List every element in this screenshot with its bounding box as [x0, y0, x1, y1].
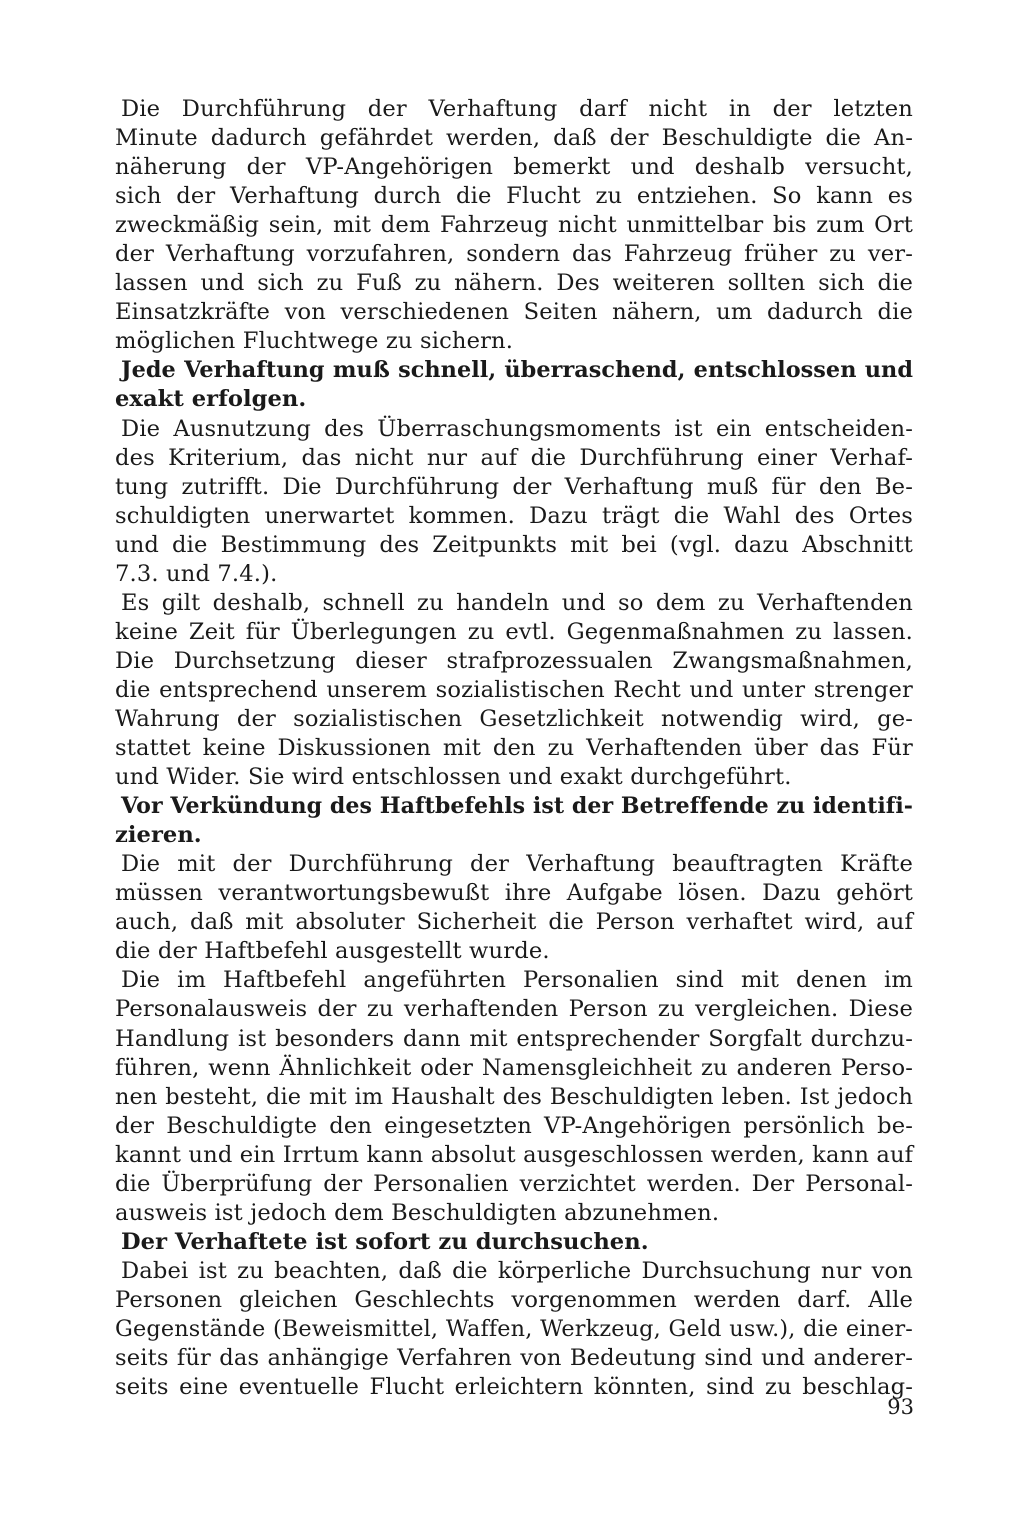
text-line: nen besteht, die mit im Haushalt des Beschuldigten leben. Ist jedoch [115, 1083, 913, 1110]
text-line: möglichen Fluchtwege zu sichern. [115, 328, 514, 355]
text-line: näherung der VP-Angehörigen bemerkt und deshalb versucht, [115, 154, 913, 181]
text-line: zweckmäßig sein, mit dem Fahrzeug nicht unmittelbar bis zum Ort [115, 212, 913, 239]
text-line: Wahrung der sozialistischen Gesetzlichkeit notwendig wird, ge- [115, 705, 913, 732]
bold-heading: zieren. [115, 822, 202, 849]
text-line: des Kriterium, das nicht nur auf die Durchführung einer Verhaf- [115, 444, 913, 471]
text-line: führen, wenn Ähnlichkeit oder Namensgleichheit zu anderen Perso- [115, 1054, 913, 1081]
text-line: Personen gleichen Geschlechts vorgenommen werden darf. Alle [115, 1286, 913, 1313]
text-line: und die Bestimmung des Zeitpunkts mit bei (vgl. dazu Abschnitt [115, 531, 913, 558]
page-number: 93 [887, 1395, 914, 1419]
text-line: ausweis ist jedoch dem Beschuldigten abzunehmen. [115, 1199, 720, 1226]
text-line: Handlung ist besonders dann mit entsprechender Sorgfalt durchzu- [115, 1025, 913, 1052]
text-line: und Wider. Sie wird entschlossen und exakt durchgeführt. [115, 764, 792, 791]
text-line: müssen verantwortungsbewußt ihre Aufgabe lösen. Dazu gehört [115, 880, 913, 907]
text-line: seits für das anhängige Verfahren von Bedeutung sind und anderer- [115, 1345, 913, 1372]
text-line: Die Ausnutzung des Überraschungsmoments ist ein entscheiden- [121, 415, 913, 442]
text-line: Personalausweis der zu verhaftenden Person zu vergleichen. Diese [115, 996, 913, 1023]
text-line: lassen und sich zu Fuß zu nähern. Des weiteren sollten sich die [115, 270, 913, 297]
text-line: tung zutrifft. Die Durchführung der Verhaftung muß für den Be- [115, 473, 913, 500]
text-line: der Beschuldigte den eingesetzten VP-Angehörigen persönlich be- [115, 1112, 913, 1139]
text-line: die entsprechend unserem sozialistischen Recht und unter strenger [115, 676, 913, 703]
text-line: Die im Haftbefehl angeführten Personalien sind mit denen im [121, 967, 913, 994]
text-line: seits eine eventuelle Flucht erleichtern könnten, sind zu beschlag- [115, 1374, 913, 1401]
text-line: Minute dadurch gefährdet werden, daß der Beschuldigte die An- [115, 125, 913, 152]
text-line: schuldigten unerwartet kommen. Dazu trägt die Wahl des Ortes [115, 502, 913, 529]
text-line: stattet keine Diskussionen mit den zu Verhaftenden über das Für [115, 735, 913, 762]
text-line: Es gilt deshalb, schnell zu handeln und so dem zu Verhaftenden [121, 589, 913, 616]
text-line: Gegenstände (Beweismittel, Waffen, Werkzeug, Geld usw.), die einer- [115, 1315, 913, 1342]
bold-heading: Vor Verkündung des Haftbefehls ist der Betreffende zu identifi- [121, 793, 913, 820]
text-line: Die Durchsetzung dieser strafprozessualen Zwangsmaßnahmen, [115, 647, 913, 674]
bold-heading: Der Verhaftete ist sofort zu durchsuchen. [121, 1228, 649, 1255]
text-line: die Überprüfung der Personalien verzichtet werden. Der Personal- [115, 1170, 913, 1197]
bold-heading: exakt erfolgen. [115, 386, 307, 413]
bold-heading: Jede Verhaftung muß schnell, überraschend, entschlossen und [121, 357, 913, 384]
text-line: Die Durchführung der Verhaftung darf nicht in der letzten [121, 96, 913, 122]
page-body [115, 95, 913, 1402]
text-line: die der Haftbefehl ausgestellt wurde. [115, 938, 550, 965]
text-line: sich der Verhaftung durch die Flucht zu entziehen. So kann es [115, 183, 913, 210]
text-line: 7.3. und 7.4.). [115, 560, 278, 587]
text-line: der Verhaftung vorzufahren, sondern das Fahrzeug früher zu ver- [115, 241, 913, 268]
text-line: kannt und ein Irrtum kann absolut ausgeschlossen werden, kann auf [115, 1141, 914, 1168]
text-line: Die mit der Durchführung der Verhaftung beauftragten Kräfte [121, 851, 913, 878]
text-line: auch, daß mit absoluter Sicherheit die Person verhaftet wird, auf [115, 909, 913, 936]
text-line: Einsatzkräfte von verschiedenen Seiten nähern, um dadurch die [115, 299, 913, 326]
text-line: Dabei ist zu beachten, daß die körperliche Durchsuchung nur von [121, 1257, 913, 1284]
text-line: keine Zeit für Überlegungen zu evtl. Gegenmaßnahmen zu lassen. [115, 618, 913, 645]
